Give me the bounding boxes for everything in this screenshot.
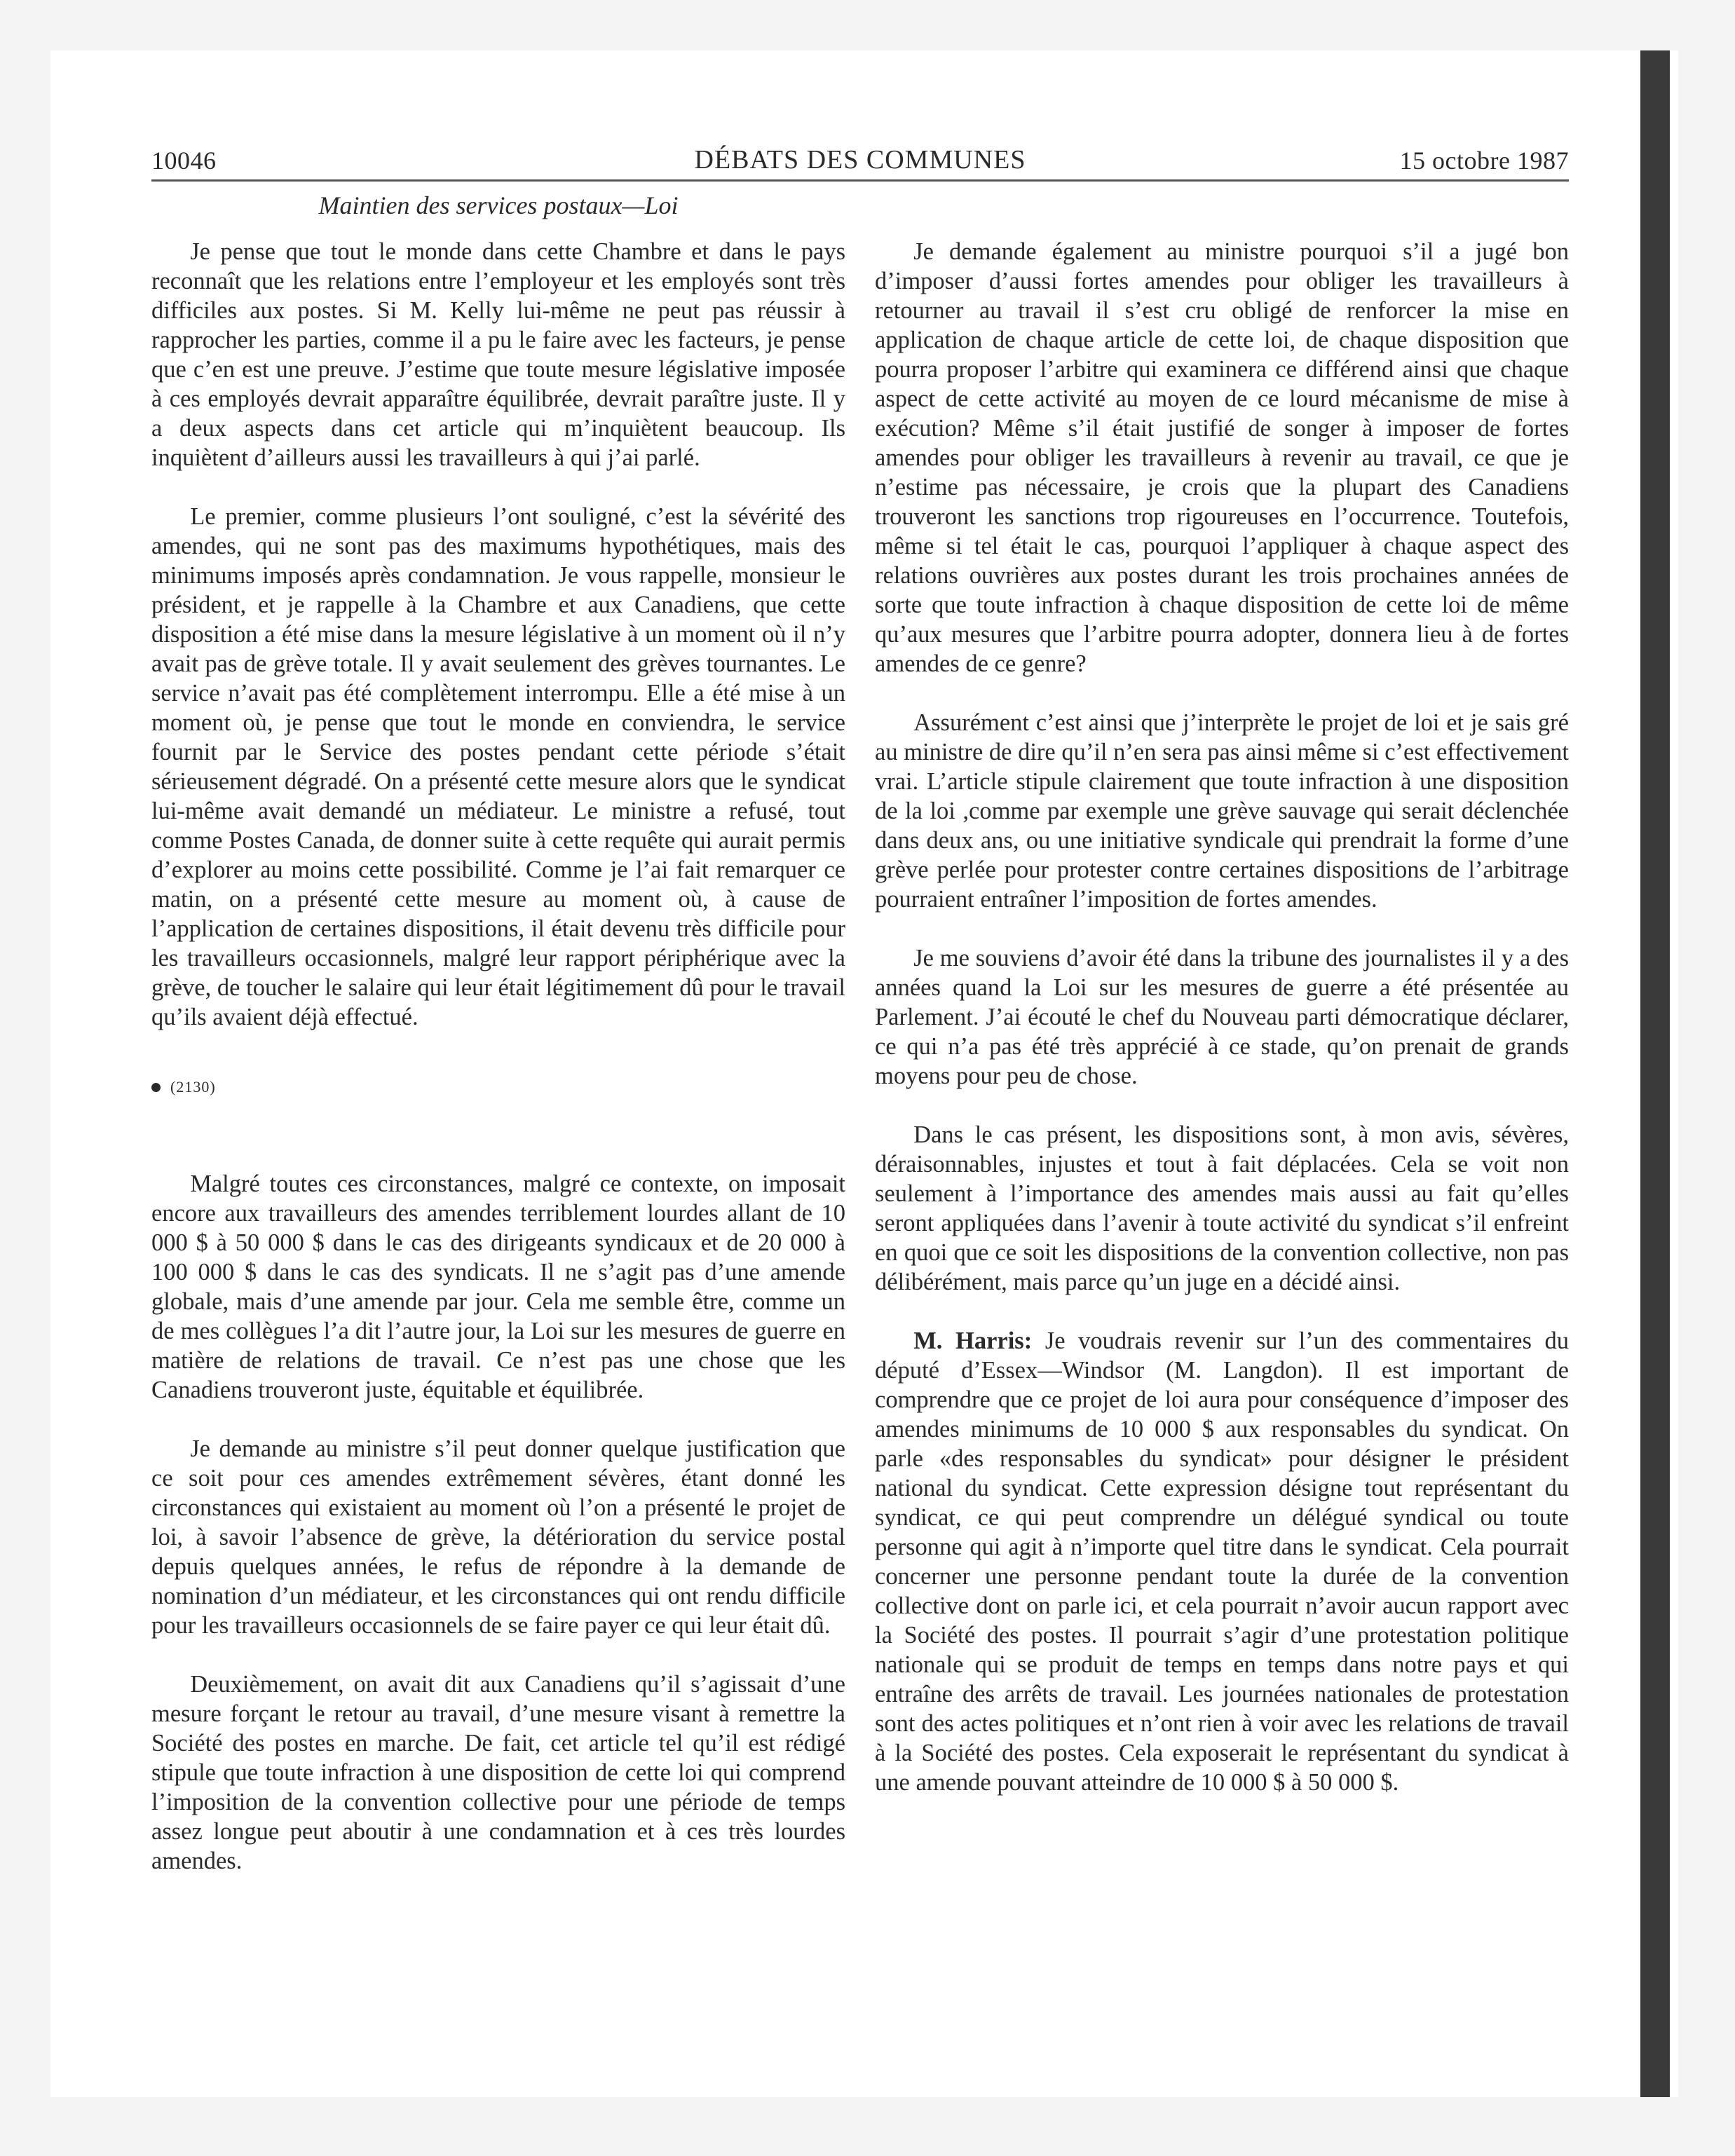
paragraph: Je demande au ministre s’il peut donner quelque justification que ce soit pour ces amendes extrêmement sévères, étant donné les circonstances qui existaient au moment où l’on a présenté le projet de loi, à savoir l’absence de grève, la détérioration du service postal depuis quelques années, le refus de répondre à la demande de nomination d’un médiateur, et les circonstances qui ont rendu difficile pour les travailleurs occasionnels de se faire payer ce qui leur était dû. <box>151 1435 845 1639</box>
paragraph: Je demande également au ministre pourquoi s’il a jugé bon d’imposer d’aussi fortes amendes pour obliger les travailleurs à retourner au travail il s’est cru obligé de renforcer la mise en application de chaque article de cette loi, de chaque disposition que pourra proposer l’arbitre qui examinera ce différend ainsi que chaque aspect de cette activité au moyen de ce lourd mécanisme de mise à exécution? Même s’il était justifié de songer à imposer de fortes amendes pour obliger les travailleurs à revenir au travail, ce que je n’estime pas nécessaire, je crois que la plupart des Canadiens trouveront les sanctions trop rigoureuses en l’occurrence. Toutefois, même si tel était le cas, pourquoi l’appliquer à chaque aspect des relations ouvrières aux postes durant les trois prochaines années de sorte que toute infraction à chaque disposition de cette loi de même qu’aux mesures que l’arbitre pourra adopter, donnera lieu à de fortes amendes de ce genre? <box>875 238 1569 677</box>
right-column <box>875 237 1569 1827</box>
speaker-text: Je voudrais revenir sur l’un des commentaires du député d’Essex—Windsor (M. Langdon). Il est important de comprendre que ce projet de loi aura pour conséquence d’imposer des amendes minimums de 10 000 $ aux responsables du syndicat. On parle «des responsables du syndicat» pour désigner le président national du syndicat. Cette expression désigne tout représentant du syndicat, ce qui peut comprendre un délégué syndical ou toute personne qui agit à n’importe quel titre dans le syndicat. Cela pourrait concerner une personne pendant toute la durée de la convention collective dont on parle ici, et cela pourrait n’avoir aucun rapport avec la Société des postes. Il pourrait s’agir d’une protestation politique nationale qui se produit de temps en temps dans notre pays et qui entraîne des arrêts de travail. Les journées nationales de protestation sont des actes politiques et n’ont rien à voir avec les relations de travail à la Société des postes. Cela exposerait le représentant du syndicat à une amende pouvant atteindre de 10 000 $ à 50 000 $. <box>875 1328 1570 1796</box>
time-marker-text: (2130) <box>170 1078 216 1096</box>
publication-date: 15 octobre 1987 <box>1399 146 1569 175</box>
paragraph: Le premier, comme plusieurs l’ont souligné, c’est la sévérité des amendes, qui ne sont pas des maximums hypothétiques, mais des minimums imposés après condamnation. Je vous rappelle, monsieur le président, et je rappelle à la Chambre et aux Canadiens, que cette disposition a été mise dans la mesure législative à un moment où il n’y avait pas de grève totale. Il y avait seulement des grèves tournantes. Le service n’avait pas été complètement interrompu. Elle a été mise à un moment où, je pense que tout le monde en conviendra, le service fournit par le Service des postes pendant cette période s’était sérieusement dégradé. On a présenté cette mesure alors que le syndicat lui-même avait demandé un médiateur. Le ministre a refusé, tout comme Postes Canada, de donner suite à cette requête qui aurait permis d’explorer au moins cette possibilité. Comme je l’ai fait remarquer ce matin, on a présenté cette mesure au moment où, à cause de l’application de certaines dispositions, il était devenu très difficile pour les travailleurs occasionnels, malgré leur rapport périphérique avec la grève, de toucher le salaire qui leur était légitimement dû pour le travail qu’ils avaient déjà effectué. <box>151 503 845 1030</box>
bullet-icon <box>151 1083 161 1092</box>
section-subhead: Maintien des services postaux—Loi <box>318 191 679 219</box>
paragraph: Assurément c’est ainsi que j’interprète le projet de loi et je sais gré au ministre de dire qu’il n’en sera pas ainsi même si c’est effectivement vrai. L’article stipule clairement que toute infraction à une disposition de la loi ,comme par exemple une grève sauvage qui serait déclenchée dans deux ans, ou une initiative syndicale qui prendrait la forme d’une grève perlée pour protester contre certaines dispositions de l’arbitrage pourraient entraîner l’imposition de fortes amendes. <box>875 709 1569 913</box>
left-column <box>151 237 845 1905</box>
page-header <box>151 139 1569 182</box>
paragraph: Je pense que tout le monde dans cette Chambre et dans le pays reconnaît que les relations entre l’employeur et les employés sont très difficiles aux postes. Si M. Kelly lui-même ne peut pas réussir à rapprocher les parties, comme il a pu le faire avec les facteurs, je pense que c’en est une preuve. J’estime que toute mesure législative imposée à ces employés devrait apparaître équilibrée, devrait paraître juste. Il y a deux aspects dans cet article qui m’inquiètent beaucoup. Ils inquiètent d’ailleurs aussi les travailleurs à qui j’ai parlé. <box>151 238 845 471</box>
time-marker <box>151 1072 845 1102</box>
speaker-paragraph <box>875 1326 1569 1797</box>
publication-title: DÉBATS DES COMMUNES <box>694 145 1026 175</box>
scan-edge <box>1640 50 1670 2097</box>
paragraph: Dans le cas présent, les dispositions sont, à mon avis, sévères, déraisonnables, injustes et tout à fait déplacées. Cela se voit non seulement à l’importance des amendes mais aussi au fait qu’elles seront appliquées dans l’avenir à toute activité du syndicat s’il enfreint en quoi que ce soit les dispositions de la convention collective, non pas délibérément, mais parce qu’un juge en a décidé ainsi. <box>875 1121 1569 1295</box>
paragraph: Malgré toutes ces circonstances, malgré ce contexte, on imposait encore aux travailleurs des amendes terriblement lourdes allant de 10 000 $ à 50 000 $ dans le cas des dirigeants syndicaux et de 20 000 à 100 000 $ dans le cas des syndicats. Il ne s’agit pas d’une amende globale, mais d’une amende par jour. Cela me semble être, comme un de mes collègues l’a dit l’autre jour, la Loi sur les mesures de guerre en matière de relations de travail. Ce n’est pas une chose que les Canadiens trouveront juste, équitable et équilibrée. <box>151 1171 845 1403</box>
page-number: 10046 <box>151 146 217 175</box>
paragraph: Je me souviens d’avoir été dans la tribune des journalistes il y a des années quand la Loi sur les mesures de guerre a été présentée au Parlement. J’ai écouté le chef du Nouveau parti démocratique déclarer, ce qui n’a pas été très apprécié à ce stade, qu’on prenait de grands moyens pour peu de chose. <box>875 945 1569 1089</box>
paragraph: Deuxièmement, on avait dit aux Canadiens qu’il s’agissait d’une mesure forçant le retour au travail, d’une mesure visant à remettre la Société des postes en marche. De fait, cet article tel qu’il est rédigé stipule que toute infraction à une disposition de cette loi qui comprend l’imposition de la convention collective pour une période de temps assez longue peut aboutir à une condamnation et à ces très lourdes amendes. <box>151 1671 845 1874</box>
speaker-name: M. Harris: <box>913 1328 1033 1354</box>
